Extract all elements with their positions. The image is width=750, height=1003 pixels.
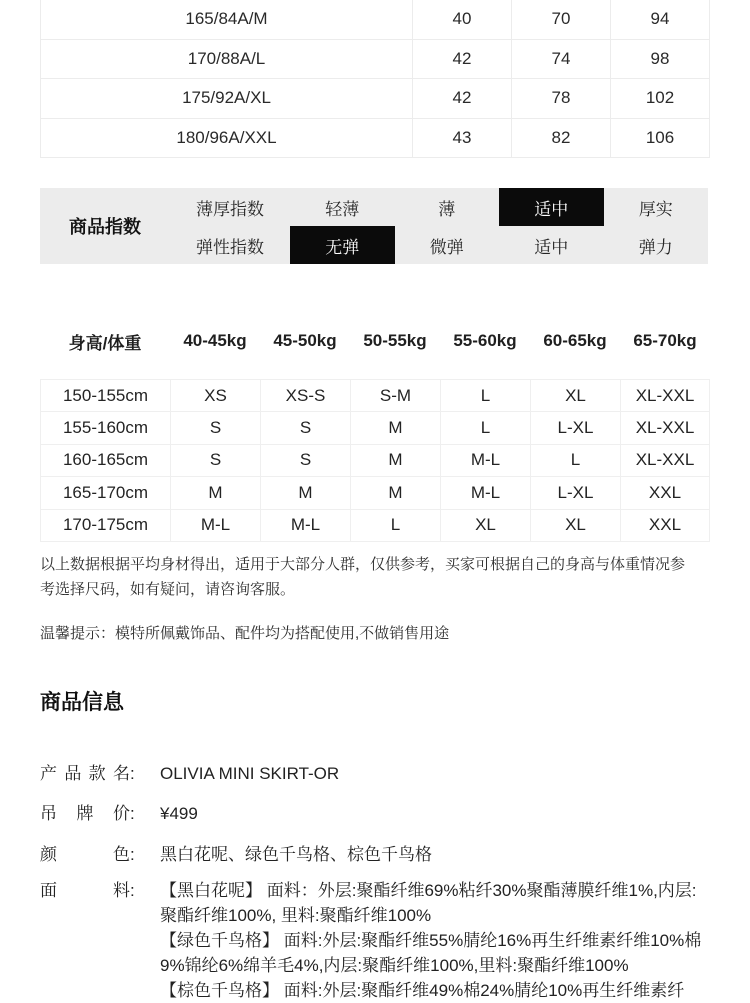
size-spec-value: 94 [611, 0, 710, 39]
fabric-row [40, 878, 710, 1003]
size-cell: M [351, 477, 441, 509]
elasticity-option-slight: 微弹 [429, 237, 464, 257]
thickness-option-medium-selected: 适中 [499, 188, 604, 226]
matrix-row [41, 509, 710, 541]
matrix-row [41, 412, 710, 444]
size-cell: XS [171, 380, 261, 412]
size-cell: XL-XXL [621, 380, 710, 412]
elasticity-option-none-selected: 无弹 [290, 226, 395, 264]
size-cell: XL [531, 380, 621, 412]
size-spec-row [41, 39, 710, 79]
fabric-label: 面料: [40, 881, 135, 900]
fabric-detail-green: 【绿色千鸟格】 面料:外层:聚酯纤维55%腈纶16%再生纤维素纤维10%棉9%锦纶6%绵羊毛4%,内层:聚酯纤维100%,里料:聚酯纤维100% [160, 931, 702, 975]
size-cell: S [261, 444, 351, 476]
thickness-option-thin: 薄 [438, 199, 456, 219]
header-cell: 45-50kg [273, 331, 337, 350]
product-index-rows [170, 188, 708, 264]
size-cell: L-XL [531, 412, 621, 444]
product-name-label: 产品款名: [40, 764, 135, 783]
height-range: 150-155cm [41, 380, 171, 412]
size-cell: XL [441, 509, 531, 541]
size-spec-size: 175/92A/XL [41, 79, 413, 119]
product-info-heading: 商品信息 [40, 691, 124, 714]
size-cell: M [351, 444, 441, 476]
size-spec-value: 74 [512, 39, 611, 79]
header-cell: 身高/体重 [68, 333, 142, 353]
product-index-panel [40, 188, 708, 264]
size-cell: M-L [441, 444, 531, 476]
height-weight-header [40, 328, 710, 354]
size-cell: XL-XXL [621, 444, 710, 476]
size-cell: XL [531, 509, 621, 541]
size-cell: L [351, 509, 441, 541]
thickness-index-label: 薄厚指数 [196, 199, 264, 219]
height-weight-table [40, 379, 710, 542]
accessory-tip: 温馨提示：模特所佩戴饰品、配件均为搭配使用,不做销售用途 [40, 625, 450, 642]
size-spec-row [41, 0, 710, 39]
size-cell: S [261, 412, 351, 444]
tag-price-row [40, 805, 710, 823]
height-range: 165-170cm [41, 477, 171, 509]
fit-disclaimer: 以上数据根据平均身材得出，适用于大部分人群，仅供参考，买家可根据自己的身高与体重情况参考选择尺码，如有疑问，请咨询客服。 [40, 556, 686, 598]
size-cell: M-L [441, 477, 531, 509]
size-cell: L [531, 444, 621, 476]
size-spec-value: 42 [413, 79, 512, 119]
size-cell: XXL [621, 477, 710, 509]
header-cell: 50-55kg [363, 331, 427, 350]
size-spec-size: 170/88A/L [41, 39, 413, 79]
fabric-detail-black-white: 【黑白花呢】 面料：外层:聚酯纤维69%粘纤30%聚酯薄膜纤维1%,内层:聚酯纤维100%, 里料:聚酯纤维100% [160, 881, 697, 925]
size-cell: XXL [621, 509, 710, 541]
size-cell: M [171, 477, 261, 509]
size-spec-value: 82 [512, 118, 611, 158]
matrix-row [41, 477, 710, 509]
size-cell: XS-S [261, 380, 351, 412]
elasticity-index-row [170, 226, 708, 264]
size-cell: S [171, 444, 261, 476]
size-spec-value: 98 [611, 39, 710, 79]
height-range: 155-160cm [41, 412, 171, 444]
header-cell: 55-60kg [453, 331, 517, 350]
size-spec-value: 106 [611, 118, 710, 158]
color-row [40, 846, 710, 864]
size-cell: M-L [171, 509, 261, 541]
header-cell: 60-65kg [543, 331, 607, 350]
size-spec-row [41, 79, 710, 119]
elasticity-option-medium: 适中 [534, 237, 569, 257]
tag-price-value: ¥499 [160, 804, 198, 823]
size-spec-size: 165/84A/M [41, 0, 413, 39]
matrix-row [41, 380, 710, 412]
tag-price-label: 吊牌价: [40, 804, 135, 823]
size-cell: L-XL [531, 477, 621, 509]
size-spec-value: 70 [512, 0, 611, 39]
size-cell: S-M [351, 380, 441, 412]
size-spec-size: 180/96A/XXL [41, 118, 413, 158]
size-cell: L [441, 380, 531, 412]
size-spec-row [41, 118, 710, 158]
thickness-option-thick: 厚实 [638, 199, 673, 219]
thickness-index-row [170, 188, 708, 226]
thickness-option-light: 轻薄 [325, 199, 360, 219]
size-spec-table [40, 0, 710, 158]
height-range: 170-175cm [41, 509, 171, 541]
matrix-row [41, 444, 710, 476]
fabric-value [160, 878, 710, 1003]
size-spec-value: 43 [413, 118, 512, 158]
height-range: 160-165cm [41, 444, 171, 476]
size-spec-value: 78 [512, 79, 611, 119]
elasticity-option-stretch: 弹力 [638, 237, 673, 257]
size-spec-value: 42 [413, 39, 512, 79]
color-label: 颜色: [40, 845, 135, 864]
size-cell: M [261, 477, 351, 509]
product-info-section [40, 765, 710, 1003]
size-spec-value: 40 [413, 0, 512, 39]
header-cell: 40-45kg [183, 331, 247, 350]
elasticity-index-label: 弹性指数 [196, 237, 264, 257]
fabric-detail-brown: 【棕色千鸟格】 面料:外层:聚酯纤维49%棉24%腈纶10%再生纤维素纤 [160, 981, 685, 1000]
size-spec-value: 102 [611, 79, 710, 119]
size-cell: L [441, 412, 531, 444]
size-cell: S [171, 412, 261, 444]
product-name-row [40, 765, 710, 783]
header-cell: 65-70kg [633, 331, 697, 350]
size-cell: XL-XXL [621, 412, 710, 444]
product-index-title: 商品指数 [69, 217, 141, 237]
size-cell: M [351, 412, 441, 444]
color-value: 黑白花呢、绿色千鸟格、棕色千鸟格 [160, 845, 432, 864]
product-name-value: OLIVIA MINI SKIRT-OR [160, 764, 340, 783]
size-cell: M-L [261, 509, 351, 541]
